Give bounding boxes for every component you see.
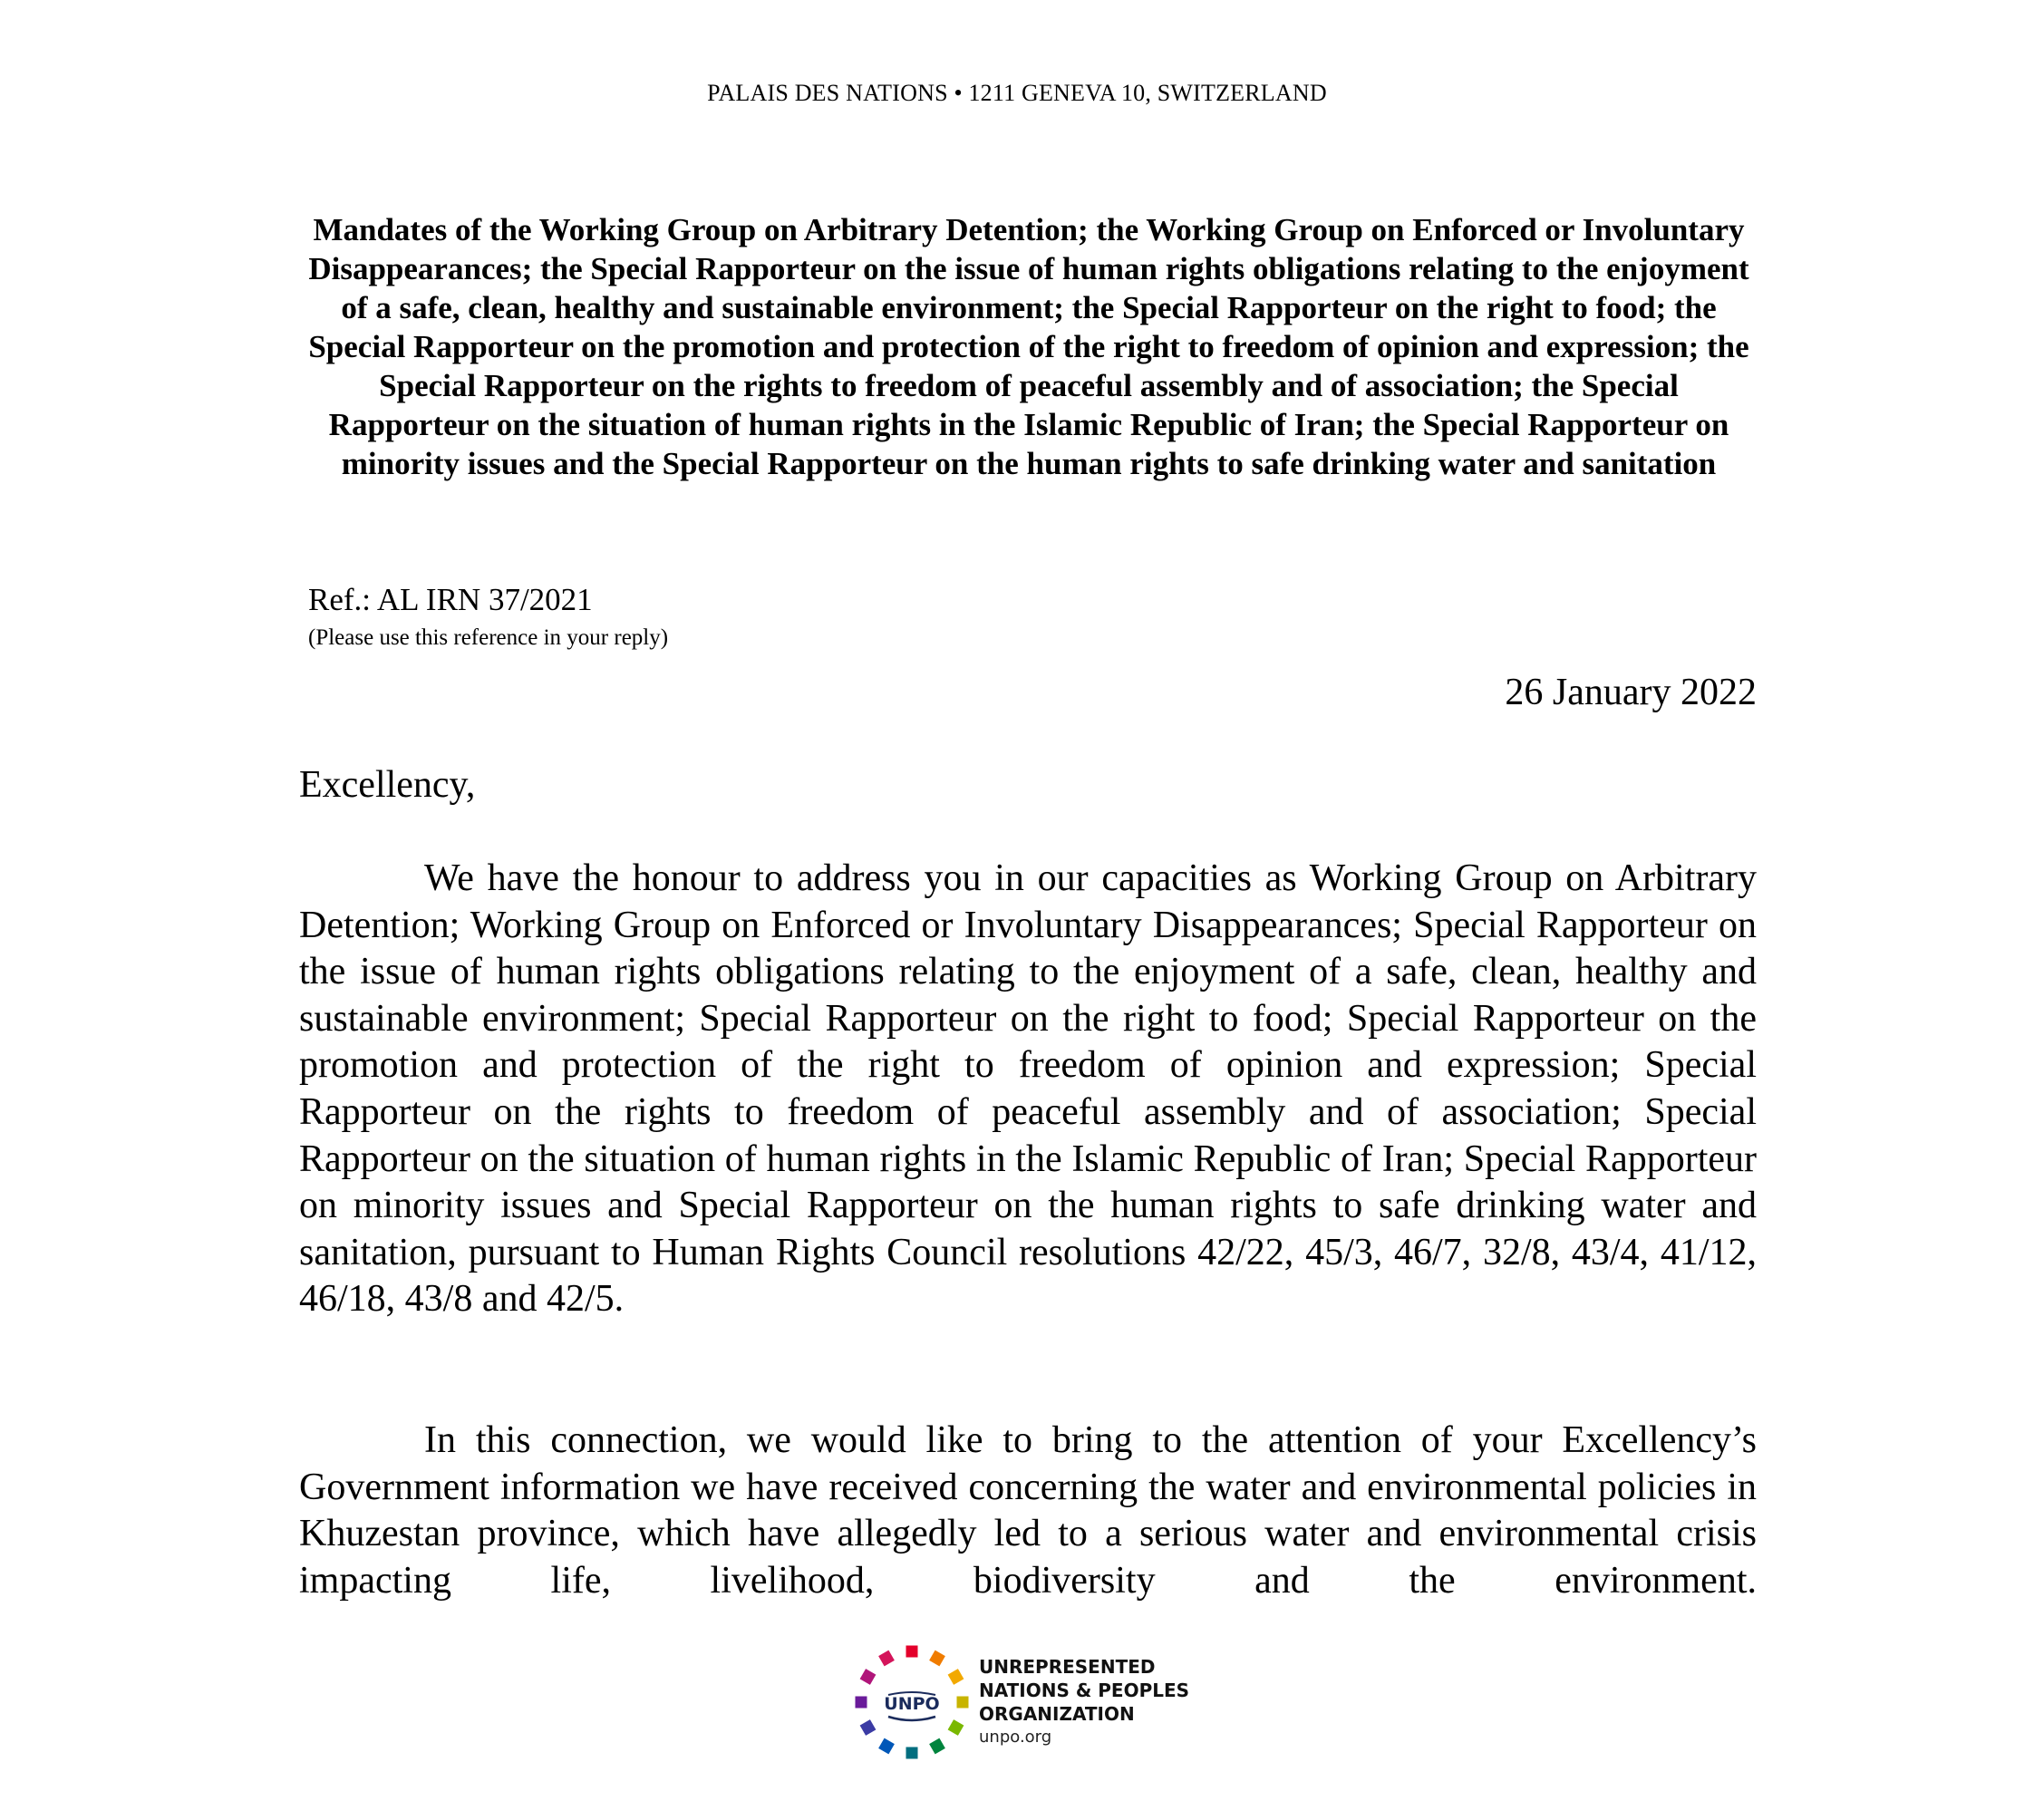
mandates-heading: Mandates of the Working Group on Arbitrary Detention; the Working Group on Enforced or Involuntary Disappearances; the Special Rapporteur on the issue of human rights obligations relating to the enjoyment of a safe, clean, healthy and sustainable environment; the Special Rapporteur on the right to food; the Special Rapporteur on the promotion and protection of the right to freedom of opinion and expression; the Special Rapporteur on the rights to freedom of peaceful assembly and of association; the Special Rapporteur on the situation of human rights in the Islamic Republic of Iran; the Special Rapporteur on minority issues and the Special Rapporteur on the human rights to safe drinking water and sanitation bbox=[308, 212, 1749, 481]
logo-ring-segment bbox=[906, 1747, 918, 1759]
logo-url: unpo.org bbox=[979, 1728, 1052, 1747]
logo-ring-segment bbox=[878, 1738, 895, 1755]
logo-wordmark bbox=[979, 1655, 1189, 1749]
logo-acronym: UNPO bbox=[884, 1694, 940, 1714]
logo-line-1: UNREPRESENTED bbox=[979, 1656, 1156, 1678]
salutation: Excellency, bbox=[299, 764, 476, 806]
reference-number: Ref.: AL IRN 37/2021 bbox=[308, 582, 593, 617]
logo-ring-segment bbox=[878, 1651, 895, 1667]
logo-ring-segment bbox=[957, 1697, 969, 1709]
logo-ring-segment bbox=[856, 1697, 867, 1709]
unpo-logo bbox=[848, 1639, 1211, 1766]
logo-line-3: ORGANIZATION bbox=[979, 1703, 1135, 1725]
logo-ring-segment bbox=[860, 1719, 877, 1736]
reference-note: (Please use this reference in your reply) bbox=[308, 625, 669, 650]
logo-ring-segment bbox=[948, 1669, 964, 1685]
unpo-ring-icon bbox=[848, 1639, 975, 1766]
logo-ring-segment bbox=[906, 1646, 918, 1658]
logo-ring-segment bbox=[860, 1669, 877, 1685]
logo-line-2: NATIONS & PEOPLES bbox=[979, 1680, 1190, 1701]
body-paragraph-2: In this connection, we would like to bring to the attention of your Excellency’s Government information we have received concerning the water and environmental policies in Khuzestan province, which have allegedly led to a serious water and environmental crisis impacting life, livelihood, biodiversity and the environment. bbox=[299, 1419, 1757, 1602]
logo-ring-segment bbox=[929, 1651, 945, 1667]
body-paragraph-1: We have the honour to address you in our capacities as Working Group on Arbitrary Detention; Working Group on Enforced or Involuntary Disappearances; Special Rapporteur on the issue of human rights obligations relating to the enjoyment of a safe, clean, healthy and sustainable environment; Special Rapporteur on the right to food; Special Rapporteur on the promotion and protection of the right to freedom of opinion and expression; Special Rapporteur on the rights to freedom of peaceful assembly and of association; Special Rapporteur on the situation of human rights in the Islamic Republic of Iran; Special Rapporteur on minority issues and Special Rapporteur on the human rights to safe drinking water and sanitation, pursuant to Human Rights Council resolutions 42/22, 45/3, 46/7, 32/8, 43/4, 41/12, 46/18, 43/8 and 42/5. bbox=[299, 857, 1757, 1321]
letterhead-address: PALAIS DES NATIONS • 1211 GENEVA 10, SWITZERLAND bbox=[707, 80, 1327, 106]
logo-ring-segment bbox=[948, 1719, 964, 1736]
letter-date: 26 January 2022 bbox=[1505, 672, 1757, 713]
logo-ring-segment bbox=[929, 1738, 945, 1755]
